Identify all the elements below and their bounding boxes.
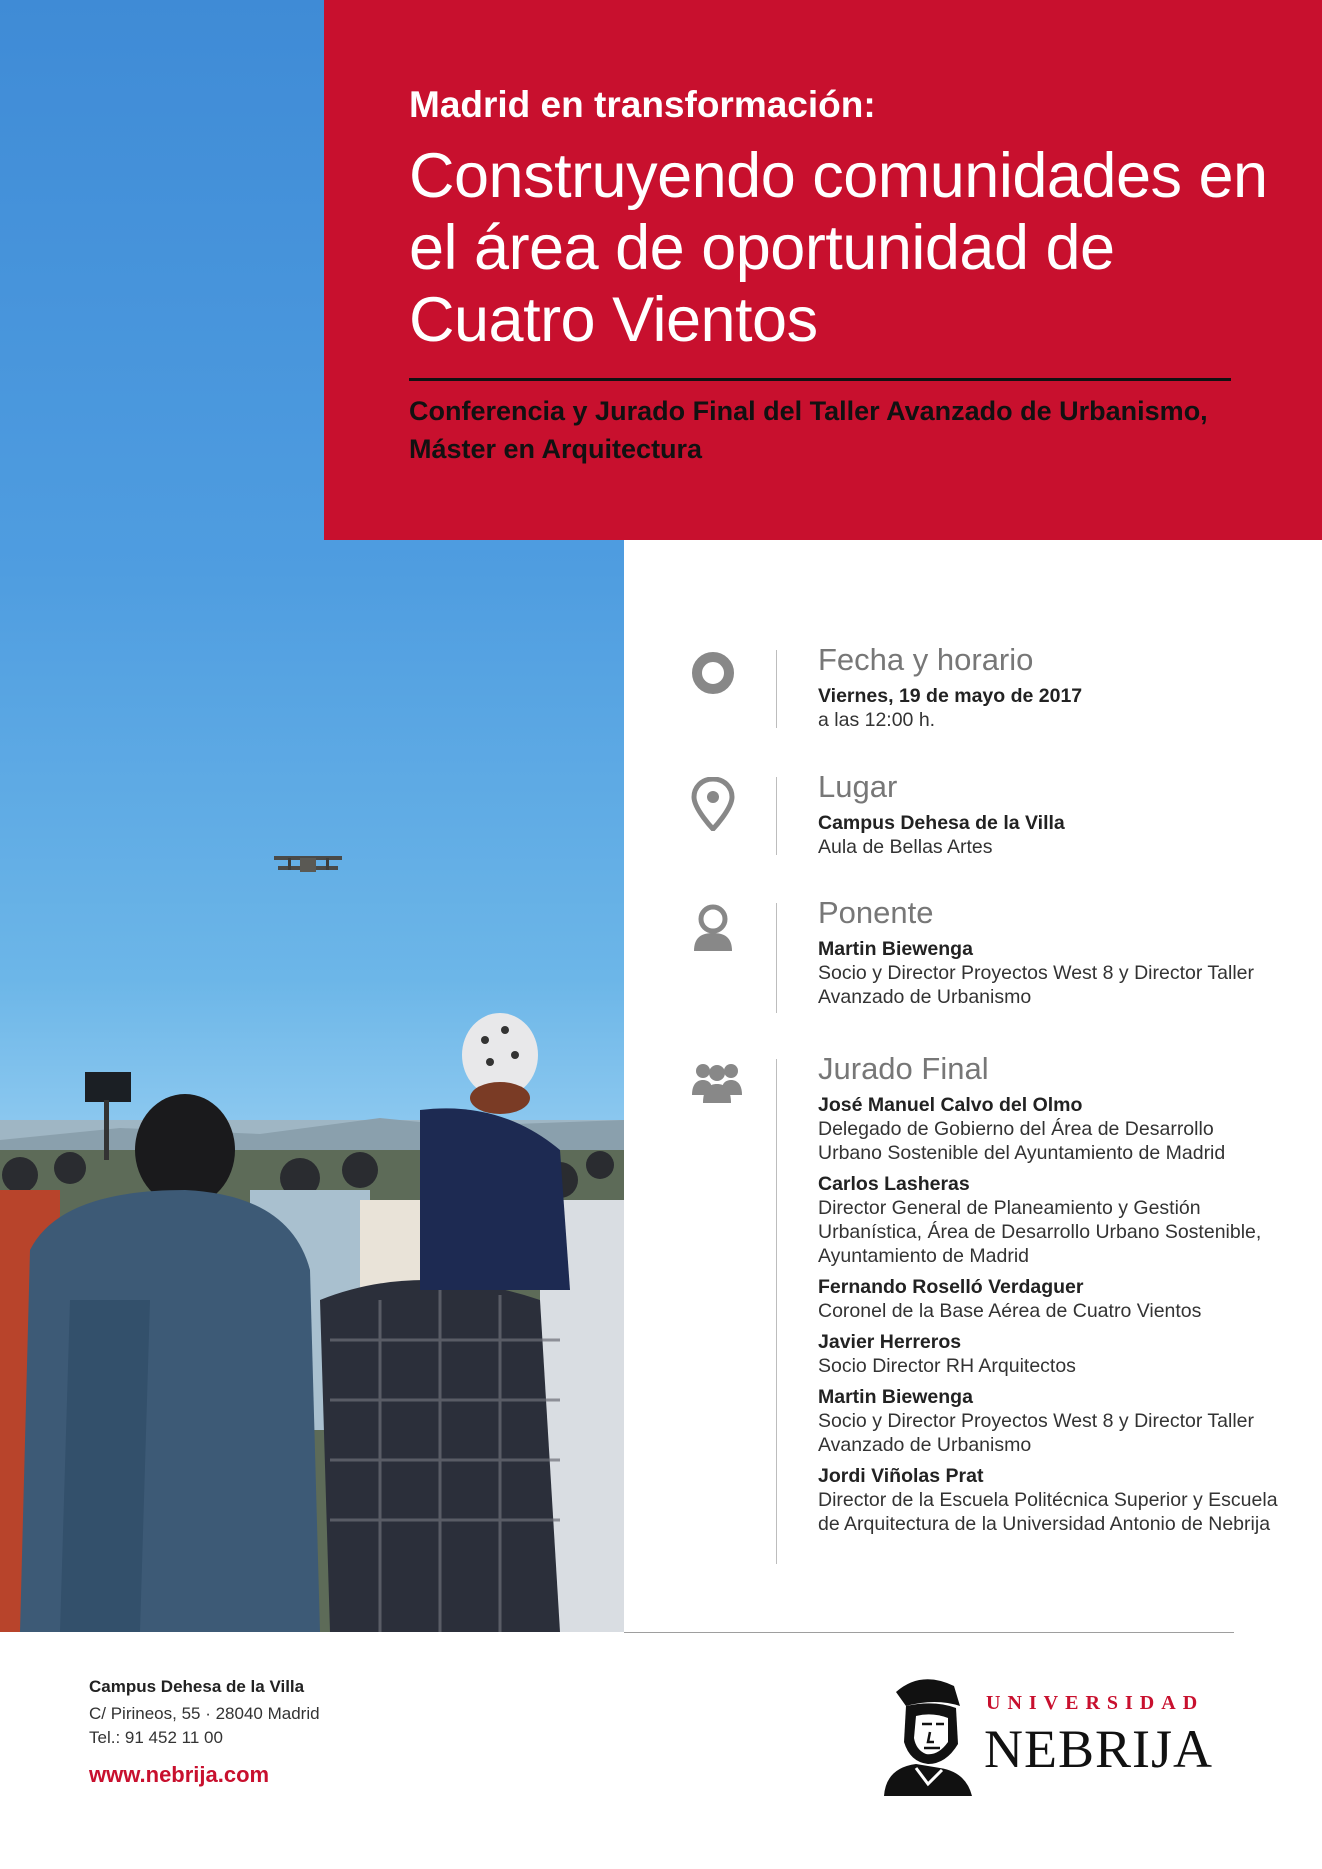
section-divider [776,777,777,855]
biplane-icon [274,856,342,872]
section-label-place: Lugar [818,769,898,804]
jury-member-role: Socio Director RH Arquitectos [818,1355,1076,1377]
jury-member-name: Martin Biewenga [818,1386,973,1408]
group-icon [690,1059,744,1105]
header-kicker: Madrid en transformación: [409,84,876,125]
jury-member-role: Director General de Planeamiento y Gestión Urbanística, Área de Desarrollo Urbano Sostenible, Ayuntamiento de Madrid [818,1197,1262,1267]
venue-name: Campus Dehesa de la Villa [818,812,1065,834]
date-text: Viernes, 19 de mayo de 2017 [818,685,1083,707]
section-label-jury: Jurado Final [818,1051,989,1086]
section-body-place [818,811,1278,859]
person-icon [690,903,736,953]
jury-member-name: Carlos Lasheras [818,1173,970,1195]
jury-member-role: Coronel de la Base Aérea de Cuatro Vientos [818,1300,1202,1322]
section-label-speaker: Ponente [818,895,934,930]
jury-member [818,1385,1278,1457]
speaker-name: Martin Biewenga [818,938,973,960]
nebrija-logo [876,1672,1236,1796]
footer-divider [624,1632,1234,1633]
section-body-speaker [818,937,1278,1009]
jury-member-role: Socio y Director Proyectos West 8 y Director Taller Avanzado de Urbanismo [818,1410,1254,1456]
section-divider [776,650,777,728]
logo-top-text: UNIVERSIDAD [986,1692,1205,1714]
section-divider [776,903,777,1013]
jury-list [818,1093,1278,1543]
jury-member-name: Fernando Roselló Verdaguer [818,1276,1084,1298]
jury-member [818,1275,1278,1323]
time-text: a las 12:00 h. [818,709,936,731]
nebrija-portrait-icon [876,1672,976,1796]
jury-member-name: Javier Herreros [818,1331,962,1353]
footer-phone: Tel.: 91 452 11 00 [89,1728,223,1747]
event-subtitle: Conferencia y Jurado Final del Taller Avanzado de Urbanismo, Máster en Arquitectura [409,396,1208,464]
section-label-date: Fecha y horario [818,642,1034,677]
footer-address: C/ Pirineos, 55 · 28040 Madrid [89,1704,320,1723]
jury-member [818,1093,1278,1165]
clock-icon [690,650,736,696]
jury-member [818,1172,1278,1268]
header-banner [324,0,1322,540]
jury-member-name: Jordi Viñolas Prat [818,1465,984,1487]
jury-member [818,1464,1278,1536]
section-body-date [818,684,1278,732]
jury-member-role: Director de la Escuela Politécnica Superior y Escuela de Arquitectura de la Universidad Antonio de Nebrija [818,1489,1278,1535]
jury-member-role: Delegado de Gobierno del Área de Desarrollo Urbano Sostenible del Ayuntamiento de Madrid [818,1118,1226,1164]
website-link[interactable]: www.nebrija.com [89,1762,270,1787]
jury-member [818,1330,1278,1378]
jury-member-name: José Manuel Calvo del Olmo [818,1094,1083,1116]
footer-campus: Campus Dehesa de la Villa [89,1677,305,1696]
event-title: Construyendo comunidades en el área de oportunidad de Cuatro Vientos [409,141,1268,355]
speaker-role: Socio y Director Proyectos West 8 y Director Taller Avanzado de Urbanismo [818,962,1254,1008]
logo-name: NEBRIJA [984,1719,1214,1779]
header-divider [409,378,1231,381]
section-divider [776,1059,777,1564]
location-pin-icon [690,777,736,831]
venue-room: Aula de Bellas Artes [818,836,993,858]
